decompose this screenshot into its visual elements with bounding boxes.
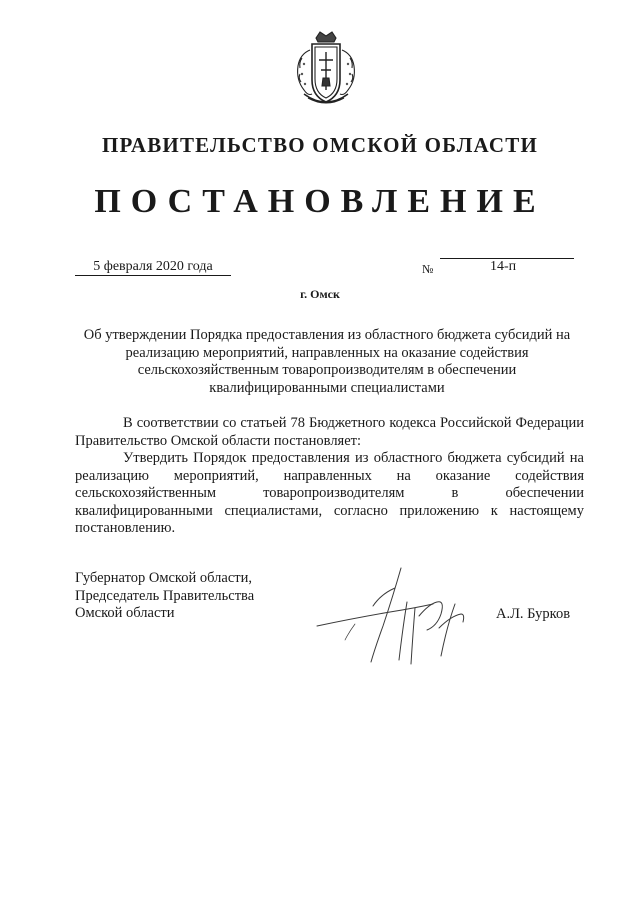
document-subject: Об утверждении Порядка предоставления из областного бюджета субсидий на реализацию мероприятий, направленных на оказание содействия сельскохозяйственным товаропроизводителям в обеспечении квалифицированными специалистами (83, 327, 571, 396)
number-label: № (422, 262, 434, 276)
government-title: ПРАВИТЕЛЬСТВО ОМСКОЙ ОБЛАСТИ (101, 133, 538, 157)
omsk-oblast-coat-of-arms-icon (290, 30, 362, 110)
signer-name: А.Л. Бурков (496, 606, 571, 622)
signer-position-line-2: Председатель Правительства (75, 587, 255, 604)
body-paragraph-2: Утвердить Порядок предоставления из областного бюджета субсидий на реализацию мероприятий, направленных на оказание содействия сельскохозяйственным товаропроизводителям в обеспечении квалифицированными специалистами, согласно приложению к настоящему постановлению. (75, 450, 584, 536)
document-body (75, 415, 584, 538)
body-paragraph-1: В соответствии со статьей 78 Бюджетного кодекса Российской Федерации Правительство Омской области постановляет: (75, 415, 584, 449)
document-date: 5 февраля 2020 года (75, 258, 231, 276)
handwritten-signature-icon (315, 566, 475, 676)
document-type-title: ПОСТАНОВЛЕНИЕ (94, 183, 546, 220)
signer-position-line-3: Омской области (75, 605, 175, 621)
signer-position-line-1: Губернатор Омской области, (75, 570, 252, 586)
document-number: 14-п (490, 259, 517, 274)
issue-city: г. Омск (300, 287, 340, 301)
signer-position (75, 570, 254, 623)
document-number-line (440, 258, 574, 274)
